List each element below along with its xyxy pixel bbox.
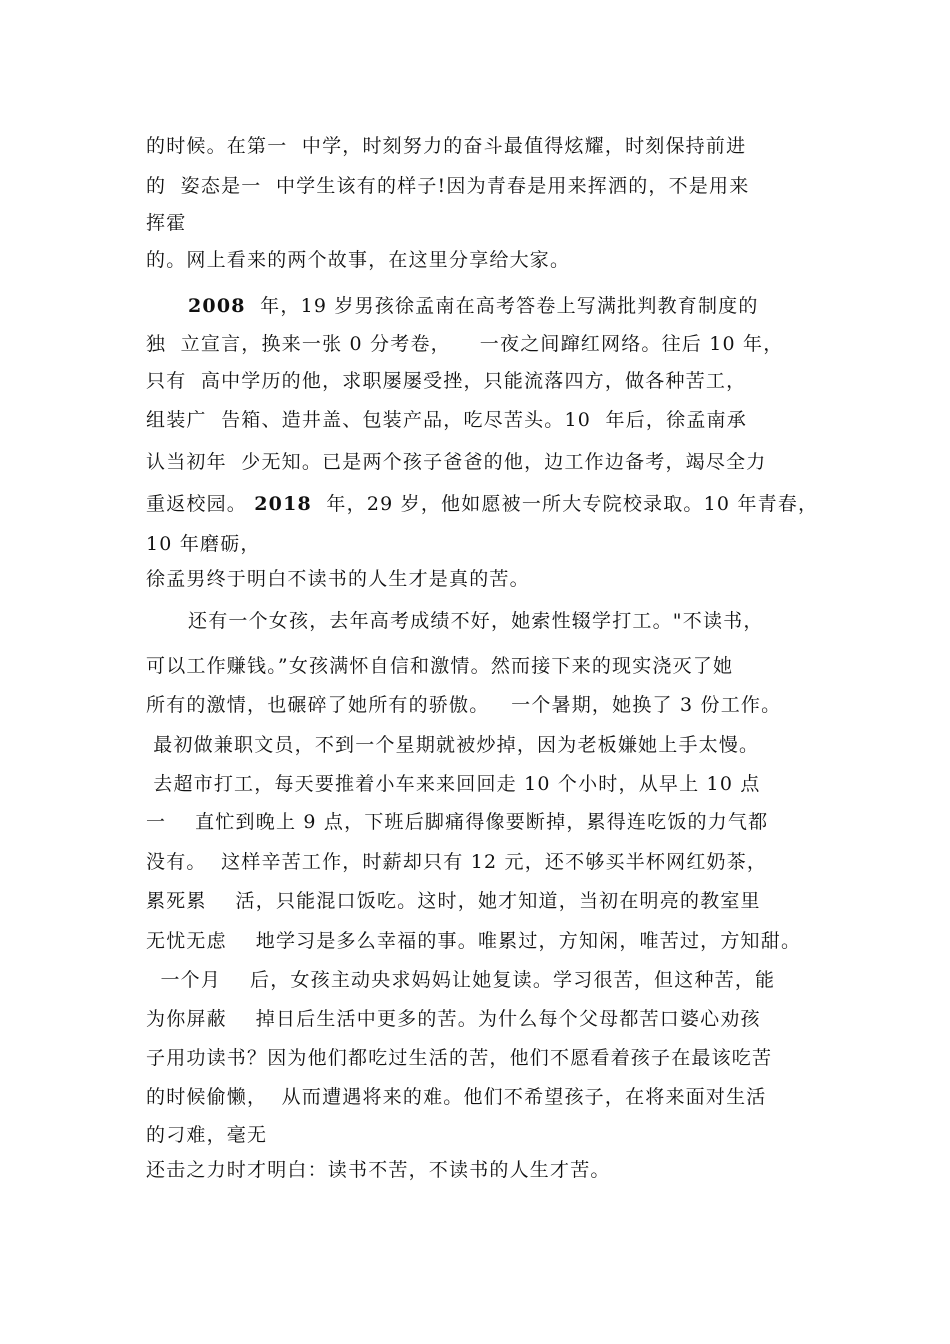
text-line-6: 独 立宣言，换来一张 0 分考卷， 一夜之间蹿红网络。往后 10 年， [146,333,784,355]
text-line-23: 为你屏蔽 掉日后生活中更多的苦。为什么每个父母都苦口婆心劝孩 [146,1008,761,1030]
text-line-11: 10 年磨砺， [146,533,261,555]
text-line-9: 认当初年 少无知。已是两个孩子爸爸的他，边工作边备考，竭尽全力 [146,451,767,473]
text-line-16: 最初做兼职文员，不到一个星期就被炒掉，因为老板嫌她上手太慢。 [146,734,760,756]
text-line-12: 徐孟男终于明白不读书的人生才是真的苦。 [146,568,530,590]
text-line-14: 可以工作赚钱。”女孩满怀自信和激情。然而接下来的现实浇灭了她 [146,655,734,677]
text-line-13: 还有一个女孩，去年高考成绩不好，她索性辍学打工。"不读书， [188,610,764,632]
text-line-10 [146,492,818,516]
text-line-20: 累死累 活，只能混口饭吃。这时，她才知道，当初在明亮的教室里 [146,890,761,912]
text-line-10-start: 重返校园。 [146,493,255,515]
text-line-2: 的 姿态是一 中学生该有的样子!因为青春是用来挥洒的，不是用来 [146,175,750,197]
text-line-5 [188,294,759,318]
year-2018: 2018 [254,493,312,515]
text-line-3: 挥霍 [146,212,187,234]
text-line-1: 的时候。在第一 中学，时刻努力的奋斗最值得炫耀，时刻保持前进 [146,135,747,157]
text-line-22: 一个月 后，女孩主动央求妈妈让她复读。学习很苦，但这种苦，能 [146,969,776,991]
text-line-4: 的。网上看来的两个故事，在这里分享给大家。 [146,249,571,271]
year-2008: 2008 [188,295,246,317]
text-line-5-rest: 年，19 岁男孩徐孟南在高考答卷上写满批判教育制度的 [245,295,759,317]
text-line-10-rest: 年，29 岁，他如愿被一所大专院校录取。10 年青春， [311,493,819,515]
text-line-18: 一 直忙到晚上 9 点，下班后脚痛得像要断掉，累得连吃饭的力气都 [146,811,769,833]
text-line-21: 无忧无虑 地学习是多么幸福的事。唯累过，方知闲，唯苦过，方知甜。 [146,930,802,952]
text-line-17: 去超市打工，每天要推着小车来来回回走 10 个小时，从早上 10 点 [146,773,761,795]
text-line-27: 还击之力时才明白：读书不苦，不读书的人生才苦。 [146,1159,611,1181]
text-line-25: 的时候偷懒， 从而遭遇将来的难。他们不希望孩子，在将来面对生活 [146,1086,767,1108]
text-line-24: 子用功读书？因为他们都吃过生活的苦，他们不愿看着孩子在最该吃苦 [146,1047,773,1069]
text-line-19: 没有。 这样辛苦工作，时薪却只有 12 元，还不够买半杯网红奶茶， [146,851,768,873]
text-line-15: 所有的激情，也碾碎了她所有的骄傲。 一个暑期，她换了 3 份工作。 [146,694,782,716]
text-line-8: 组装广 告箱、造井盖、包装产品，吃尽苦头。10 年后，徐孟南承 [146,409,747,431]
text-line-26: 的刁难，毫无 [146,1124,268,1146]
text-line-7: 只有 高中学历的他，求职屡屡受挫，只能流落四方，做各种苦工， [146,370,747,392]
